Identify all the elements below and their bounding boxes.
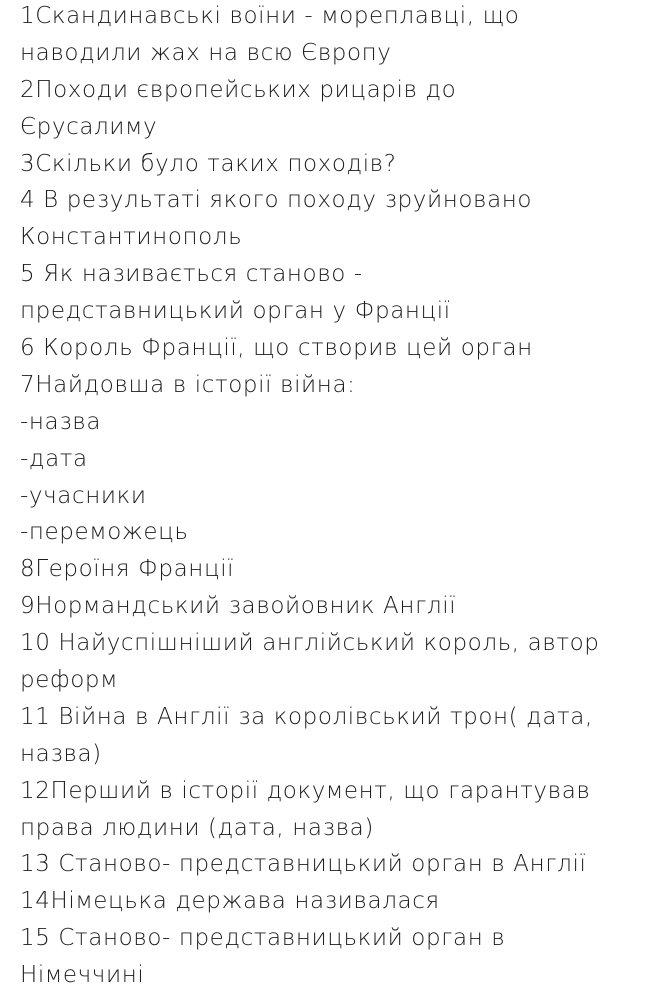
text-line: 6 Король Франції, що створив цей орган: [20, 335, 533, 362]
text-line: 12Перший в історії документ, що гарантував: [20, 777, 591, 804]
question-list: [20, 0, 669, 994]
text-line: Єрусалиму: [20, 113, 158, 140]
text-line: 14Німецька держава називалася: [20, 888, 440, 915]
text-line: 3Скільки було таких походів?: [20, 150, 397, 177]
text-line: 7Найдовша в історії війна:: [20, 371, 356, 398]
text-line: -дата: [20, 445, 88, 472]
text-line: 11 Війна в Англії за королівський трон( дата,: [20, 703, 593, 730]
text-line: Німеччині: [20, 962, 145, 989]
text-line: представницький орган у Франції: [20, 298, 451, 325]
text-line: -переможець: [20, 519, 189, 546]
text-line: назва): [20, 740, 102, 767]
text-line: Константинополь: [20, 224, 243, 251]
text-line: 1Скандинавські воїни - мореплавці, що: [20, 3, 520, 29]
text-line: 13 Станово- представницький орган в Англії: [20, 851, 587, 878]
text-line: 9Нормандський завойовник Англії: [20, 593, 457, 620]
text-line: права людини (дата, назва): [20, 814, 374, 841]
text-line: 4 В результаті якого походу зруйновано: [20, 187, 533, 214]
text-line: наводили жах на всю Європу: [20, 39, 392, 66]
text-line: -учасники: [20, 482, 147, 509]
text-line: -назва: [20, 408, 102, 435]
text-line: 15 Станово- представницький орган в: [20, 925, 506, 952]
text-line: 8Героїня Франції: [20, 556, 235, 583]
text-line: 2Походи європейських рицарів до: [20, 76, 457, 103]
text-line: 5 Як називається станово -: [20, 261, 363, 288]
text-line: 10 Найуспішніший англійський король, автор: [20, 630, 600, 657]
text-line: реформ: [20, 667, 119, 694]
